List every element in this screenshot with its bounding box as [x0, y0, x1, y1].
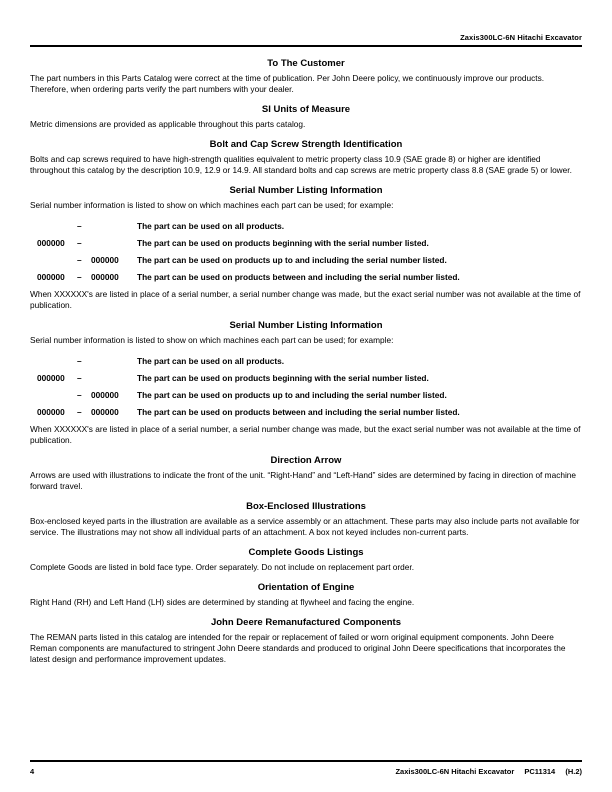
section-heading-serial-1: Serial Number Listing Information: [229, 185, 383, 196]
serial-dash: –: [77, 272, 82, 282]
serial-note: When XXXXXX's are listed in place of a serial number, a serial number change was made, but the exact serial number was not available at the time of publication.: [30, 424, 581, 445]
serial-dash: –: [77, 407, 82, 417]
footer-revision: (H.2): [565, 767, 582, 776]
section-body-to-the-customer: The part numbers in this Parts Catalog were correct at the time of publication. Per John Deere policy, we continuously improve our products. Therefore, when ordering parts verify the part numbers with your dealer.: [30, 73, 545, 94]
section-heading-complete-goods: Complete Goods Listings: [248, 547, 364, 558]
serial-note: When XXXXXX's are listed in place of a serial number, a serial number change was made, but the exact serial number was not available at the time of publication.: [30, 289, 581, 310]
serial-row: [30, 238, 582, 248]
section-intro-serial-2: Serial number information is listed to show on which machines each part can be used; for example:: [30, 335, 394, 345]
serial-description: The part can be used on products beginning with the serial number listed.: [137, 238, 429, 248]
serial-row: [30, 255, 582, 265]
serial-dash: –: [77, 255, 82, 265]
serial-row: [30, 272, 582, 282]
footer-rule: [30, 760, 582, 762]
section-body-si-units: Metric dimensions are provided as applicable throughout this parts catalog.: [30, 119, 306, 129]
serial-from: 000000: [37, 272, 65, 282]
serial-description: The part can be used on products up to and including the serial number listed.: [137, 255, 447, 265]
section-heading-direction-arrow: Direction Arrow: [270, 455, 342, 466]
serial-dash: –: [77, 356, 82, 366]
page-header: [30, 0, 582, 47]
serial-description: The part can be used on products beginning with the serial number listed.: [137, 373, 429, 383]
section-heading-box-enclosed: Box-Enclosed Illustrations: [246, 501, 366, 512]
section-heading-orientation-engine: Orientation of Engine: [257, 582, 355, 593]
section-body-orientation-engine: Right Hand (RH) and Left Hand (LH) sides are determined by standing at flywheel and facing the engine.: [30, 597, 415, 607]
serial-description: The part can be used on all products.: [137, 221, 285, 231]
section-intro-serial-1: Serial number information is listed to show on which machines each part can be used; for example:: [30, 200, 394, 210]
serial-from: 000000: [37, 373, 65, 383]
section-heading-to-the-customer: To The Customer: [267, 58, 345, 69]
section-body-direction-arrow: Arrows are used with illustrations to indicate the front of the unit. “Right-Hand” and “Left-Hand” sides are determined by facing in direction of machine forward travel.: [30, 470, 577, 491]
footer-page-number: 4: [30, 767, 35, 776]
serial-row: [30, 407, 582, 417]
serial-description: The part can be used on products between and including the serial number listed.: [137, 407, 460, 417]
serial-from: 000000: [37, 407, 65, 417]
section-body-reman: The REMAN parts listed in this catalog are intended for the repair or replacement of failed or worn original equipment components. John Deere Reman components are manufactured to stringent John Deere standards and produced to original John Deere specifications that incorporates the latest design and performance improvement updates.: [30, 632, 566, 664]
serial-row: [30, 221, 582, 231]
serial-row: [30, 356, 582, 366]
serial-row: [30, 390, 582, 400]
page-footer: [30, 760, 582, 776]
serial-from: 000000: [37, 238, 65, 248]
serial-number-table: [30, 356, 582, 417]
serial-to: 000000: [91, 390, 119, 400]
serial-row: [30, 373, 582, 383]
section-body-bolt-cap-screw: Bolts and cap screws required to have high-strength qualities equivalent to metric property class 10.9 (SAE grade 8) or higher are identified throughout this catalog by the description 10.9, 12.9 or 14.9. All standard bolts and cap screws are metric property class 8.8 (SAE grade 5) or lower.: [30, 154, 572, 175]
section-heading-serial-2: Serial Number Listing Information: [229, 320, 383, 331]
section-body-complete-goods: Complete Goods are listed in bold face type. Order separately. Do not include on replacement part order.: [30, 562, 415, 572]
header-title: Zaxis300LC-6N Hitachi Excavator: [460, 33, 582, 42]
serial-dash: –: [77, 238, 82, 248]
serial-description: The part can be used on all products.: [137, 356, 285, 366]
section-heading-si-units: SI Units of Measure: [261, 104, 351, 115]
serial-number-table: [30, 221, 582, 282]
section-heading-reman: John Deere Remanufactured Components: [210, 617, 402, 628]
serial-to: 000000: [91, 407, 119, 417]
serial-dash: –: [77, 373, 82, 383]
serial-dash: –: [77, 221, 82, 231]
section-body-box-enclosed: Box-enclosed keyed parts in the illustration are available as a service assembly or an attachment. These parts may also include parts not available for service. The illustrations may not show all individual parts of an attachment. A box not keyed includes non-current parts.: [30, 516, 580, 537]
footer-right-text: [387, 767, 582, 776]
serial-description: The part can be used on products up to and including the serial number listed.: [137, 390, 447, 400]
serial-to: 000000: [91, 272, 119, 282]
serial-to: 000000: [91, 255, 119, 265]
serial-dash: –: [77, 390, 82, 400]
section-heading-bolt-cap-screw: Bolt and Cap Screw Strength Identification: [209, 139, 403, 150]
page-content: [30, 47, 582, 665]
footer-model: Zaxis300LC-6N Hitachi Excavator: [395, 767, 515, 776]
serial-description: The part can be used on products between and including the serial number listed.: [137, 272, 460, 282]
footer-code: PC11314: [524, 767, 556, 776]
